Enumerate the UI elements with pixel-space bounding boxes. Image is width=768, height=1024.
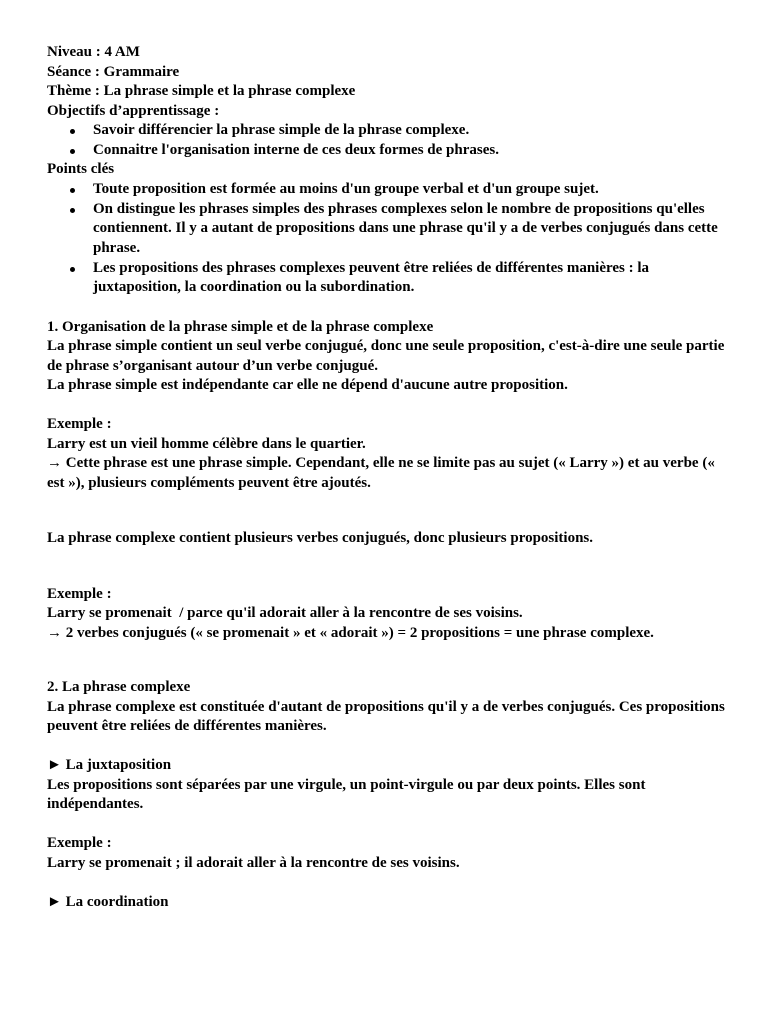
bullet-icon — [70, 208, 75, 213]
theme-line: Thème : La phrase simple et la phrase complexe — [47, 83, 356, 99]
example-2-label: Exemple : — [47, 585, 112, 602]
level-line: Niveau : 4 AM — [47, 44, 140, 60]
key-points-list — [47, 180, 727, 298]
section-1-paragraph-1: La phrase simple contient un seul verbe conjugué, donc une seule proposition, c'est-à-dire une seule partie de phrase s’organisant autour d’un verbe conjugué. — [47, 338, 725, 374]
bullet-icon — [70, 129, 75, 134]
list-item: On distingue les phrases simples des phrases complexes selon le nombre de propositions qu'elles contiennent. Il y a autant de propositions dans une phrase qu'il y a de verbes conjugués dans cette phrase. — [47, 200, 727, 259]
list-item: Connaitre l'organisation interne de ces deux formes de phrases. — [47, 141, 728, 161]
example-3-label: Exemple : — [47, 835, 112, 851]
juxtaposition-heading: ► La juxtaposition — [47, 757, 172, 773]
session-line: Séance : Grammaire — [47, 63, 180, 80]
example-2-sentence: Larry se promenait / parce qu'il adorait aller à la rencontre de ses voisins. — [47, 605, 523, 621]
section-1-title: 1. Organisation de la phrase simple et de la phrase complexe — [47, 318, 434, 335]
example-1-label: Exemple : — [47, 416, 112, 432]
example-2-note: → 2 verbes conjugués (« se promenait » et « adorait ») = 2 propositions = une phrase complexe. — [47, 624, 654, 641]
section-1-paragraph-2: La phrase simple est indépendante car elle ne dépend d'aucune autre proposition. — [47, 377, 568, 393]
section-2-title: 2. La phrase complexe — [47, 679, 191, 695]
example-3-sentence: Larry se promenait ; il adorait aller à la rencontre de ses voisins. — [47, 854, 460, 871]
objectives-heading: Objectifs d’apprentissage : — [47, 102, 220, 119]
key-points-heading: Points clés — [47, 161, 115, 177]
bullet-icon — [70, 149, 75, 154]
list-item: Les propositions des phrases complexes peuvent être reliées de différentes manières : la juxtaposition, la coordination ou la subordination. — [47, 259, 727, 298]
example-1-note: → Cette phrase est une phrase simple. Cependant, elle ne se limite pas au sujet (« Larry ») et au verbe (« est »), plusieurs compléments peuvent être ajoutés. — [47, 455, 715, 491]
example-1-sentence: Larry est un vieil homme célèbre dans le quartier. — [47, 435, 366, 452]
section-2-paragraph-1: La phrase complexe est constituée d'autant de propositions qu'il y a de verbes conjugués. Ces propositions peuvent être reliées de différentes manières. — [47, 698, 725, 734]
juxtaposition-paragraph: Les propositions sont séparées par une virgule, un point-virgule ou par deux points. Elles sont indépendantes. — [47, 776, 646, 812]
list-item: Savoir différencier la phrase simple de la phrase complexe. — [47, 121, 728, 141]
objectives-list — [47, 121, 728, 160]
bullet-icon — [70, 188, 75, 193]
list-item: Toute proposition est formée au moins d'un groupe verbal et d'un groupe sujet. — [47, 180, 727, 200]
coordination-heading: ► La coordination — [47, 893, 169, 910]
section-1-paragraph-3: La phrase complexe contient plusieurs verbes conjugués, donc plusieurs propositions. — [47, 530, 594, 546]
bullet-icon — [70, 267, 75, 272]
